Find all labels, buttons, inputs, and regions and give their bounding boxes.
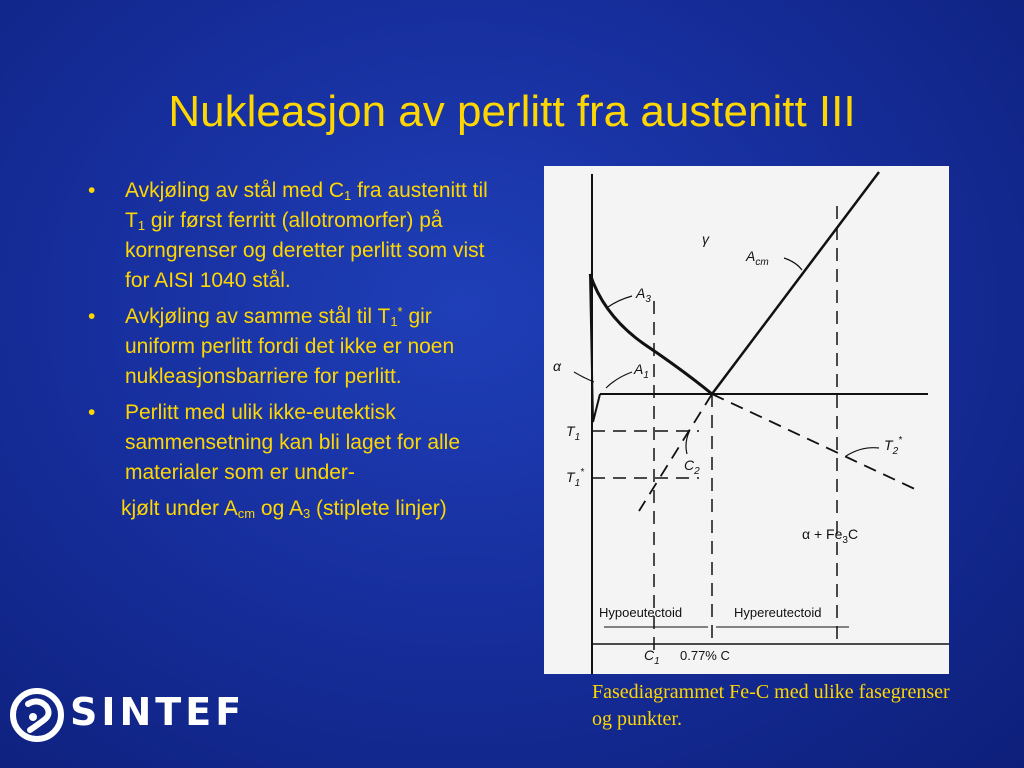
phase-region-label: $\alpha + Fe_3C$ — [802, 526, 859, 546]
continuation-text-c: (stiplete linjer) — [310, 497, 447, 520]
bullet-item-1 — [88, 176, 498, 296]
continuation-sub-b: 3 — [302, 506, 311, 521]
bullet-2-sup: * — [397, 304, 403, 319]
continuation-text-b: og A — [255, 497, 303, 520]
hypereutectoid-label: Hypereutectoid — [734, 605, 822, 620]
continuation-text-a: kjølt under A — [121, 497, 238, 520]
gamma-label: γ — [702, 231, 709, 247]
alpha-label: α — [553, 358, 561, 374]
t2-star-label: $T_2^*$ — [884, 435, 903, 457]
sintef-logo-text: SINTEF — [70, 690, 246, 734]
slide-title: Nukleasjon av perlitt fra austenitt III — [168, 87, 856, 136]
phase-diagram — [544, 166, 949, 674]
t1-label: $T_1$ — [566, 423, 581, 443]
figure-caption: Fasediagrammet Fe-C med ulike fasegrenser og punkter. — [592, 681, 950, 730]
bullet-2-text-a: Avkjøling av samme stål til T — [125, 305, 391, 328]
sintef-logo-icon — [8, 686, 66, 744]
bullet-2-text-b: gir uniform perlitt fordi det ikke er noen nukleasjonsbarriere for perlitt. — [125, 305, 455, 388]
acm-label: $A_{cm}$ — [746, 248, 769, 268]
bullet-3-text: Perlitt med ulik ikke-eutektisk sammensetning kan bli laget for alle materialer som er under- — [125, 401, 461, 484]
acm-extension-dashed — [639, 394, 712, 511]
bullet-dot: • — [88, 401, 96, 424]
bullet-2-sub: 1 — [390, 314, 398, 329]
bullet-1-sub-b: 1 — [137, 218, 146, 233]
bullet-1-text-c: gir først ferritt (allotromorfer) på korngrenser og deretter perlitt som vist for AISI 1040 stål. — [125, 209, 485, 292]
bullet-item-3 — [88, 398, 498, 488]
a3-arrow — [608, 296, 632, 307]
bullet-3-continuation — [88, 494, 498, 524]
bullet-1-sub-a: 1 — [344, 188, 352, 203]
a3-curve — [590, 274, 712, 394]
t2-arrow — [846, 448, 879, 456]
t1-star-label: $T_1^*$ — [566, 467, 585, 489]
phase-diagram-figure — [544, 166, 949, 674]
continuation-sub-a: cm — [237, 506, 256, 521]
bullet-dot: • — [88, 179, 96, 202]
c2-label: $C_2$ — [684, 457, 700, 477]
bullet-list — [88, 176, 498, 524]
bullet-item-2 — [88, 302, 498, 392]
bullet-1-text-b: fra austenitt til T — [125, 179, 488, 232]
acm-line — [712, 172, 879, 394]
hypoeutectoid-label: Hypoeutectoid — [599, 605, 683, 620]
a1-label: $A_1$ — [634, 361, 649, 381]
a1-arrow — [606, 372, 632, 388]
c1-label: $C_1$ — [644, 647, 660, 667]
a3-label: $A_3$ — [636, 285, 651, 305]
acm-arrow — [784, 258, 802, 270]
bullet-1-text-a: Avkjøling av stål med C — [125, 179, 345, 202]
composition-label: 0.77% C — [680, 648, 730, 663]
bullet-dot: • — [88, 305, 96, 328]
